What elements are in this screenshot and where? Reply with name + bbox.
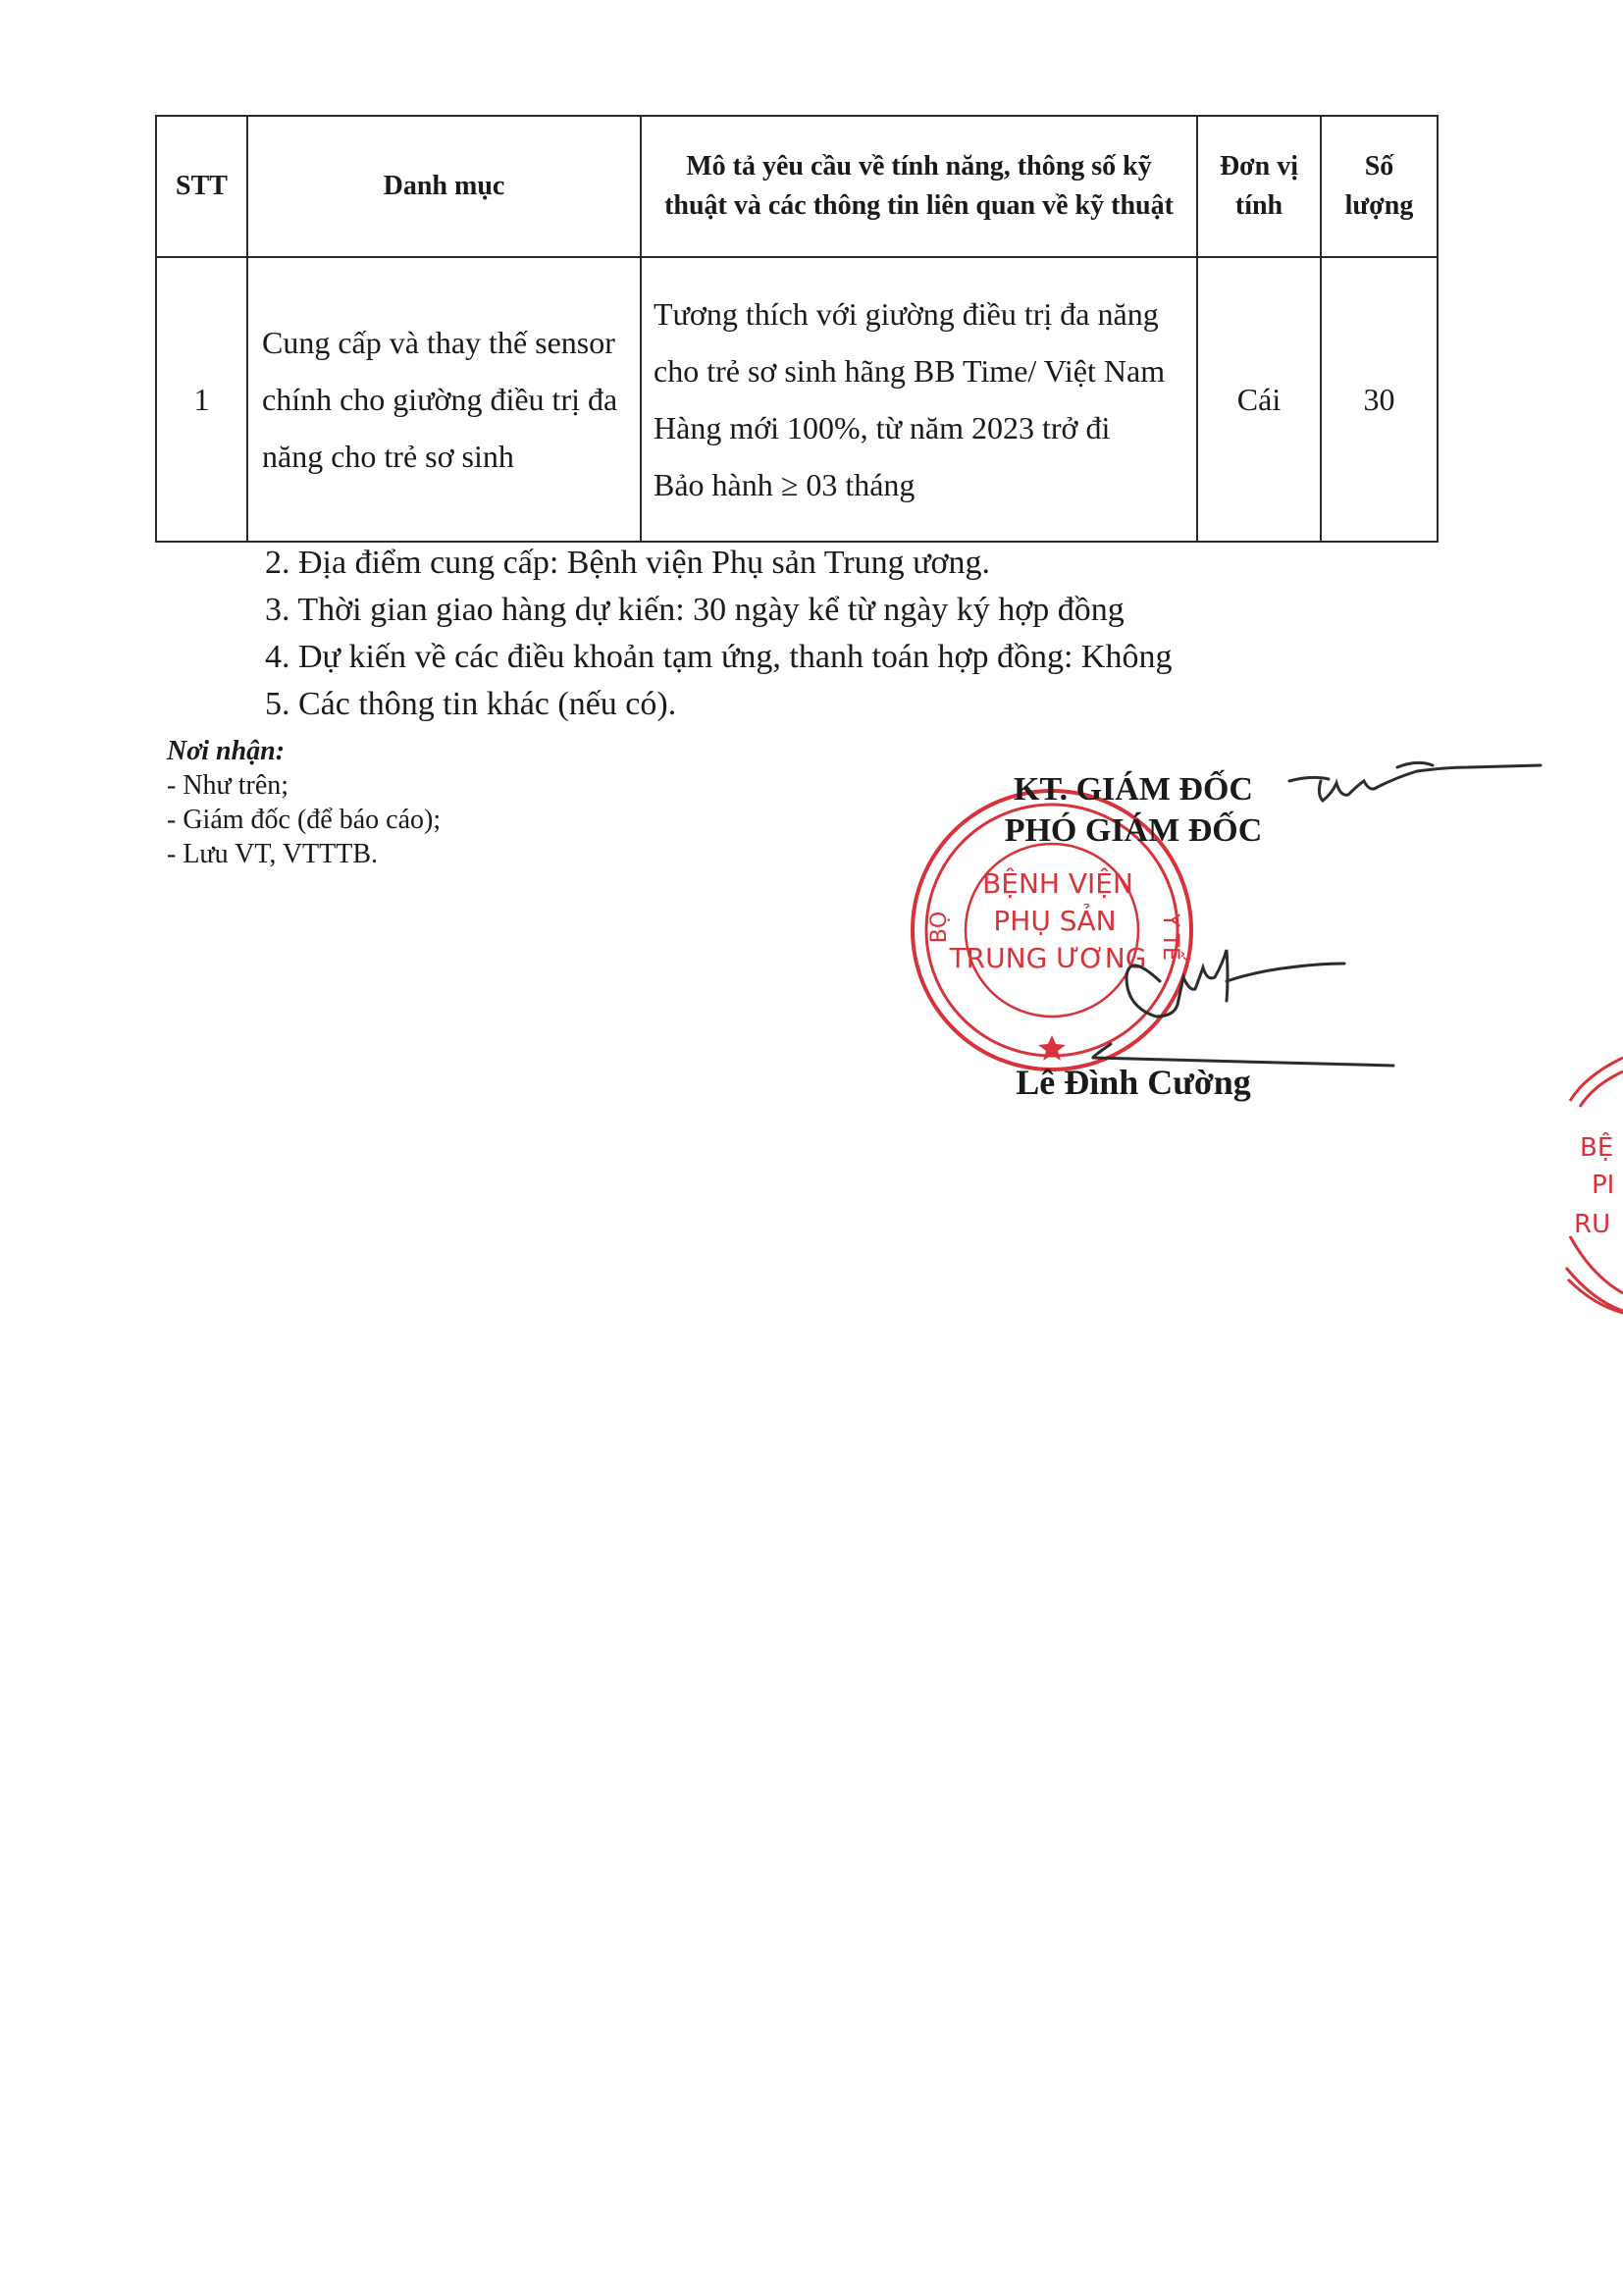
signature-title-line2: PHÓ GIÁM ĐỐC: [1004, 812, 1263, 849]
item-other-info: 5. Các thông tin khác (nếu có).: [265, 686, 677, 722]
stamp-ring-right: Y TẾ: [1158, 913, 1182, 961]
recipient-item: - Lưu VT, VTTTB.: [167, 839, 379, 869]
signer-name: Lê Đình Cường: [1016, 1063, 1251, 1102]
header-stt: STT: [156, 116, 247, 257]
header-unit: Đơn vị tính: [1197, 116, 1321, 257]
item-delivery-time: 3. Thời gian giao hàng dự kiến: 30 ngày kể từ ngày ký hợp đồng: [265, 592, 1125, 628]
header-quantity: Số lượng: [1321, 116, 1438, 257]
fragment-text: PI: [1592, 1171, 1615, 1200]
recipient-item: - Như trên;: [167, 770, 289, 801]
stamp-text-line1: BỆNH VIỆN: [982, 867, 1133, 900]
signature-title-line1: KT. GIÁM ĐỐC: [1014, 771, 1253, 808]
item-payment-terms: 4. Dự kiến về các điều khoản tạm ứng, thanh toán hợp đồng: Không: [265, 639, 1173, 675]
cell-stt: 1: [156, 257, 247, 542]
description-line: Tương thích với giường điều trị đa năng cho trẻ sơ sinh hãng BB Time/ Việt Nam: [654, 296, 1166, 389]
header-category: Danh mục: [247, 116, 641, 257]
stamp-text-line2: PHỤ SẢN: [993, 905, 1117, 937]
description-line: Bảo hành ≥ 03 tháng: [654, 467, 916, 502]
description-line: Hàng mới 100%, từ năm 2023 trở đi: [654, 410, 1111, 445]
recipient-item: - Giám đốc (để báo cáo);: [167, 805, 442, 835]
stamp-text-line3: TRUNG ƯƠNG: [949, 942, 1147, 974]
fragment-text: BỆ: [1580, 1133, 1614, 1163]
fragment-text: RU: [1574, 1210, 1611, 1239]
stamp-ring-left: BỘ: [927, 911, 952, 944]
item-location: 2. Địa điểm cung cấp: Bệnh viện Phụ sản Trung ương.: [265, 545, 991, 581]
signature-title: [942, 769, 1325, 852]
cell-category: Cung cấp và thay thế sensor chính cho giường điều trị đa năng cho trẻ sơ sinh: [247, 257, 641, 542]
recipients-heading: Nơi nhận:: [167, 736, 286, 766]
cell-quantity: 30: [1321, 257, 1438, 542]
header-description: Mô tả yêu cầu về tính năng, thông số kỹ thuật và các thông tin liên quan về kỹ thuật: [641, 116, 1197, 257]
cell-unit: Cái: [1197, 257, 1321, 542]
